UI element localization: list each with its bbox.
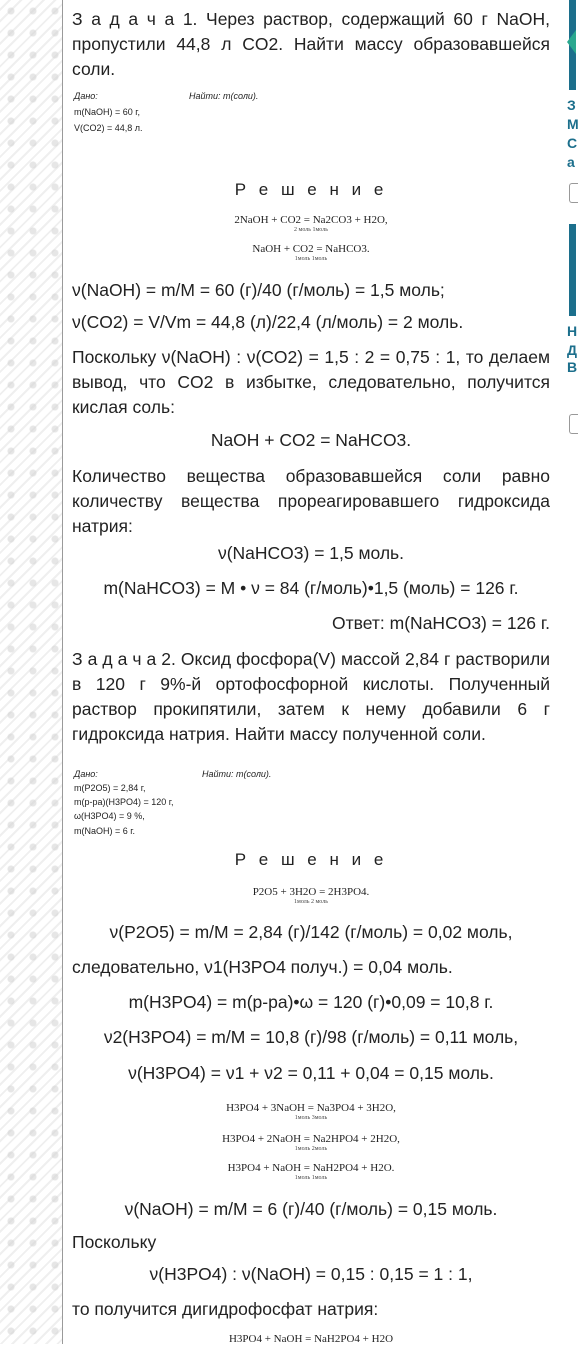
task2-line-1: ν(P2O5) = m/M = 2,84 (г)/142 (г/моль) = 0,02 моль,: [109, 922, 513, 942]
sidebar-letter-6: Д: [567, 342, 577, 358]
task1-given-2: V(CO2) = 44,8 л.: [74, 123, 143, 133]
task1-paragraph-2: Количество вещества образовавшейся соли равно количеству вещества прореагировавшего гидроксида натрия:: [72, 466, 550, 536]
task1-line-1: ν(NaOH) = m/M = 60 (г)/40 (г/моль) = 1,5 моль;: [72, 280, 445, 300]
task2-line-5: ν(H3PO4) = ν1 + ν2 = 0,11 + 0,04 = 0,15 моль.: [128, 1063, 494, 1083]
task2-given-1: m(P2O5) = 2,84 г,: [74, 783, 146, 793]
task2-line-6: ν(NaOH) = m/M = 6 (г)/40 (г/моль) = 0,15 моль.: [124, 1199, 498, 1219]
task1-reaction-1: 2NaOH + CO2 = Na2CO3 + H2O, 2 моль 1моль: [234, 214, 388, 233]
page-background-dots: [0, 0, 62, 1344]
sidebar-banner-mid: [569, 224, 576, 316]
task2-reaction-4: H3PO4 + NaOH = NaH2PO4 + H2O. 1моль 1моль: [227, 1162, 395, 1181]
task2-find: Найти: m(соли).: [202, 769, 272, 779]
sidebar-letter-4: а: [567, 154, 575, 170]
task2-line-4: ν2(H3PO4) = m/M = 10,8 (г)/98 (г/моль) = 0,11 моль,: [103, 1027, 519, 1047]
task1-find: Найти: m(соли).: [189, 91, 259, 101]
task1-line-4: m(NaHCO3) = M • ν = 84 (г/моль)•1,5 (моль) = 126 г.: [103, 578, 519, 598]
sidebar-letter-3: С: [567, 135, 578, 151]
task2-reaction-5: H3PO4 + NaOH = NaH2PO4 + H2O: [228, 1333, 394, 1345]
task2-reaction-2: H3PO4 + 3NaOH = Na3PO4 + 3H2O, 1моль 3моль: [226, 1102, 396, 1121]
task2-title: З а д а ч а 2. Оксид фосфора(V) массой 2,84 г растворили в 120 г 9%-й ортофосфорной кислоты. Полученный раствор прокипятили, затем к нему добавили 6 г гидроксида натрия. Найти массу полученной соли.: [72, 649, 550, 744]
task2-reaction-3: H3PO4 + 2NaOH = Na2HPO4 + 2H2O, 1моль 2моль: [222, 1133, 400, 1152]
sidebar-button-edge[interactable]: [569, 414, 578, 434]
task1-paragraph-1: Поскольку ν(NaOH) : ν(CO2) = 1,5 : 2 = 0,75 : 1, то делаем вывод, что CO2 в избытке, следовательно, получится кислая соль:: [72, 347, 550, 417]
sidebar-letter-5: Н: [567, 323, 578, 339]
task2-line-2: следовательно, ν1(H3PO4 получ.) = 0,04 моль.: [72, 957, 453, 977]
task2-line-8: ν(H3PO4) : ν(NaOH) = 0,15 : 0,15 = 1 : 1,: [149, 1264, 473, 1284]
task2-line-9: то получится дигидрофосфат натрия:: [72, 1299, 379, 1319]
task2-given-2: m(р-ра)(H3PO4) = 120 г,: [74, 797, 174, 807]
task1-answer: Ответ: m(NaHCO3) = 126 г.: [332, 613, 550, 633]
task2-line-3: m(H3PO4) = m(р-ра)•ω = 120 (г)•0,09 = 10,8 г.: [128, 992, 494, 1012]
task1-reaction-2: NaOH + CO2 = NaHCO3. 1моль 1моль: [252, 243, 370, 262]
task1-given-1: m(NaOH) = 60 г,: [74, 107, 140, 117]
sidebar-letter-1: З: [567, 97, 576, 113]
sidebar-input-edge[interactable]: [569, 183, 578, 203]
task1-line-3: ν(NaHCO3) = 1,5 моль.: [217, 543, 405, 563]
right-sidebar-edge: [559, 0, 579, 1344]
task1-equation-main: NaOH + CO2 = NaHCO3.: [210, 430, 412, 450]
sidebar-letter-2: М: [567, 116, 579, 132]
task2-line-7: Поскольку: [72, 1232, 157, 1252]
task2-given-3: ω(H3PO4) = 9 %,: [74, 811, 145, 821]
task2-solution-heading: Р е ш е н и е: [234, 850, 388, 869]
task2-reaction-1: P2O5 + 3H2O = 2H3PO4. 1моль 2 моль: [252, 886, 370, 905]
task1-title: З а д а ч а 1. Через раствор, содержащий 60 г NaOH, пропустили 44,8 л CO2. Найти массу образовавшейся соли.: [72, 9, 550, 79]
sidebar-letter-7: В: [567, 359, 578, 375]
task2-given-4: m(NaOH) = 6 г.: [74, 826, 135, 836]
task1-given-label: Дано:: [74, 91, 98, 101]
task2-given-label: Дано:: [74, 769, 98, 779]
task1-solution-heading: Р е ш е н и е: [234, 180, 388, 199]
task1-line-2: ν(CO2) = V/Vm = 44,8 (л)/22,4 (л/моль) = 2 моль.: [72, 312, 464, 332]
